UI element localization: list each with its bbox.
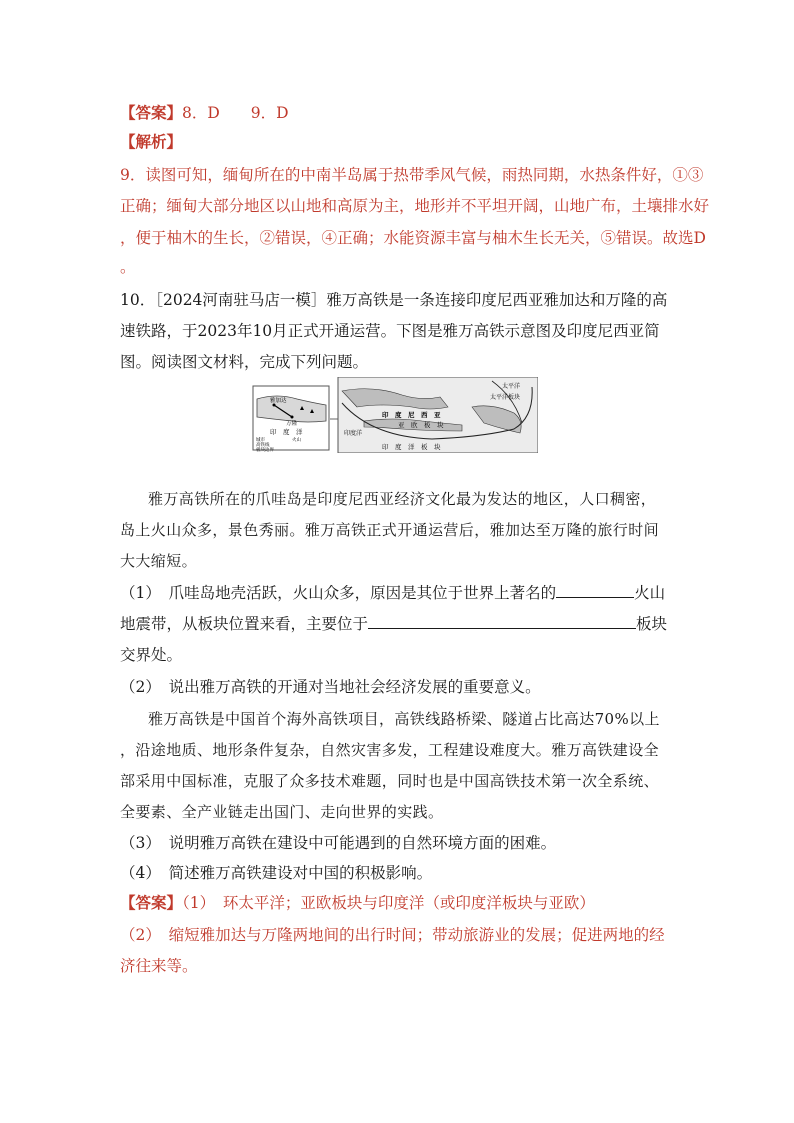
passage-line: ，沿途地质、地形条件复杂，自然灾害多发，工程建设难度大。雅万高铁建设全 xyxy=(120,741,660,759)
legend-volcano: 火山 xyxy=(292,438,301,443)
passage-line: 岛上火山众多，景色秀丽。雅万高铁正式开通运营后，雅加达至万隆的旅行时间 xyxy=(120,521,660,539)
passage-line: 雅万高铁所在的爪哇岛是印度尼西亚经济文化最为发达的地区，人口稠密， xyxy=(148,490,657,508)
answer-2-line: 济往来等。 xyxy=(120,957,198,975)
label-jakarta: 雅加达 xyxy=(270,398,287,404)
label-bandung: 万隆 xyxy=(286,421,298,427)
sub1-text-c: 地震带，从板块位置来看，主要位于 xyxy=(120,615,369,633)
sub-question-1-line-2 xyxy=(120,611,667,637)
sub1-text-a: （1） 爪哇岛地壳活跃，火山众多，原因是其位于世界上著名的 xyxy=(120,584,557,602)
label-inset-ocean: 印 度 洋 xyxy=(270,428,303,436)
question-stem-line: 10．［2024河南驻马店一模］雅万高铁是一条连接印度尼西亚雅加达和万隆的高 xyxy=(120,291,668,309)
label-indian-plate: 印 度 洋 板 块 xyxy=(382,443,441,451)
legend-boundary: 板块边界 xyxy=(256,448,274,453)
question-stem-line: 图。阅读图文材料，完成下列问题。 xyxy=(120,353,369,371)
analysis-line: 。 xyxy=(120,258,136,276)
bandung-dot xyxy=(291,416,294,419)
answer-blank-1[interactable] xyxy=(556,581,634,598)
label-indian-ocean: 印度洋 xyxy=(344,430,363,437)
question-stem-line: 速铁路，于2023年10月正式开通运营。下图是雅万高铁示意图及印度尼西亚简 xyxy=(120,322,660,340)
answer-1: （1） 环太平洋；亚欧板块与印度洋（或印度洋板块与亚欧） xyxy=(182,894,595,912)
legend-city: 城市 xyxy=(256,438,265,443)
sub-question-4: （4） 简述雅万高铁建设对中国的积极影响。 xyxy=(120,864,433,882)
legend-railway: 高铁线 xyxy=(256,443,270,448)
sub1-text-b: 火山 xyxy=(634,584,666,602)
answer-tag: 【答案】 xyxy=(120,103,183,122)
answer-line-q8-9 xyxy=(120,100,289,126)
label-pacific-ocean: 太平洋 xyxy=(502,383,521,390)
answer-line-q10-1 xyxy=(120,890,595,916)
answer-2-line: （2） 缩短雅加达与万隆两地间的出行时间；带动旅游业的发展；促进两地的经 xyxy=(120,926,665,944)
answer-blank-2[interactable] xyxy=(368,612,636,629)
passage-line: 雅万高铁是中国首个海外高铁项目，高铁线路桥梁、隧道占比高达70%以上 xyxy=(148,710,660,728)
sub-question-1-line-1 xyxy=(120,580,665,606)
sub1-text-d: 板块 xyxy=(636,615,668,633)
answer-text: 8．D 9．D xyxy=(182,104,289,122)
passage-line: 大大缩短。 xyxy=(120,552,198,570)
analysis-line: ，便于柚木的生长，②错误，④正确；水能资源丰富与柚木生长无关，⑤错误。故选D xyxy=(120,229,706,247)
sub-question-3: （3） 说明雅万高铁在建设中可能遇到的自然环境方面的困难。 xyxy=(120,834,557,852)
analysis-tag: 【解析】 xyxy=(120,132,183,151)
analysis-line: 9．读图可知，缅甸所在的中南半岛属于热带季风气候，雨热同期，水热条件好，①③ xyxy=(120,166,704,184)
label-eurasian-plate: 亚 欧 板 块 xyxy=(398,421,444,429)
sub-question-2: （2） 说出雅万高铁的开通对当地社会经济发展的重要意义。 xyxy=(120,678,541,696)
answer-tag: 【答案】 xyxy=(120,893,183,912)
map-svg xyxy=(252,377,538,453)
indonesia-rail-map-figure xyxy=(252,377,538,453)
passage-line: 部采用中国标准，克服了众多技术难题，同时也是中国高铁技术第一次全系统、 xyxy=(120,772,660,790)
passage-line: 全要素、全产业链走出国门、走向世界的实践。 xyxy=(120,803,444,821)
label-pacific-plate: 太平洋板块 xyxy=(490,394,521,401)
label-country: 印 度 尼 西 亚 xyxy=(382,411,441,419)
analysis-line: 正确；缅甸大部分地区以山地和高原为主，地形并不平坦开阔，山地广布，土壤排水好 xyxy=(120,197,710,215)
sub-question-1-line-3: 交界处。 xyxy=(120,646,183,664)
